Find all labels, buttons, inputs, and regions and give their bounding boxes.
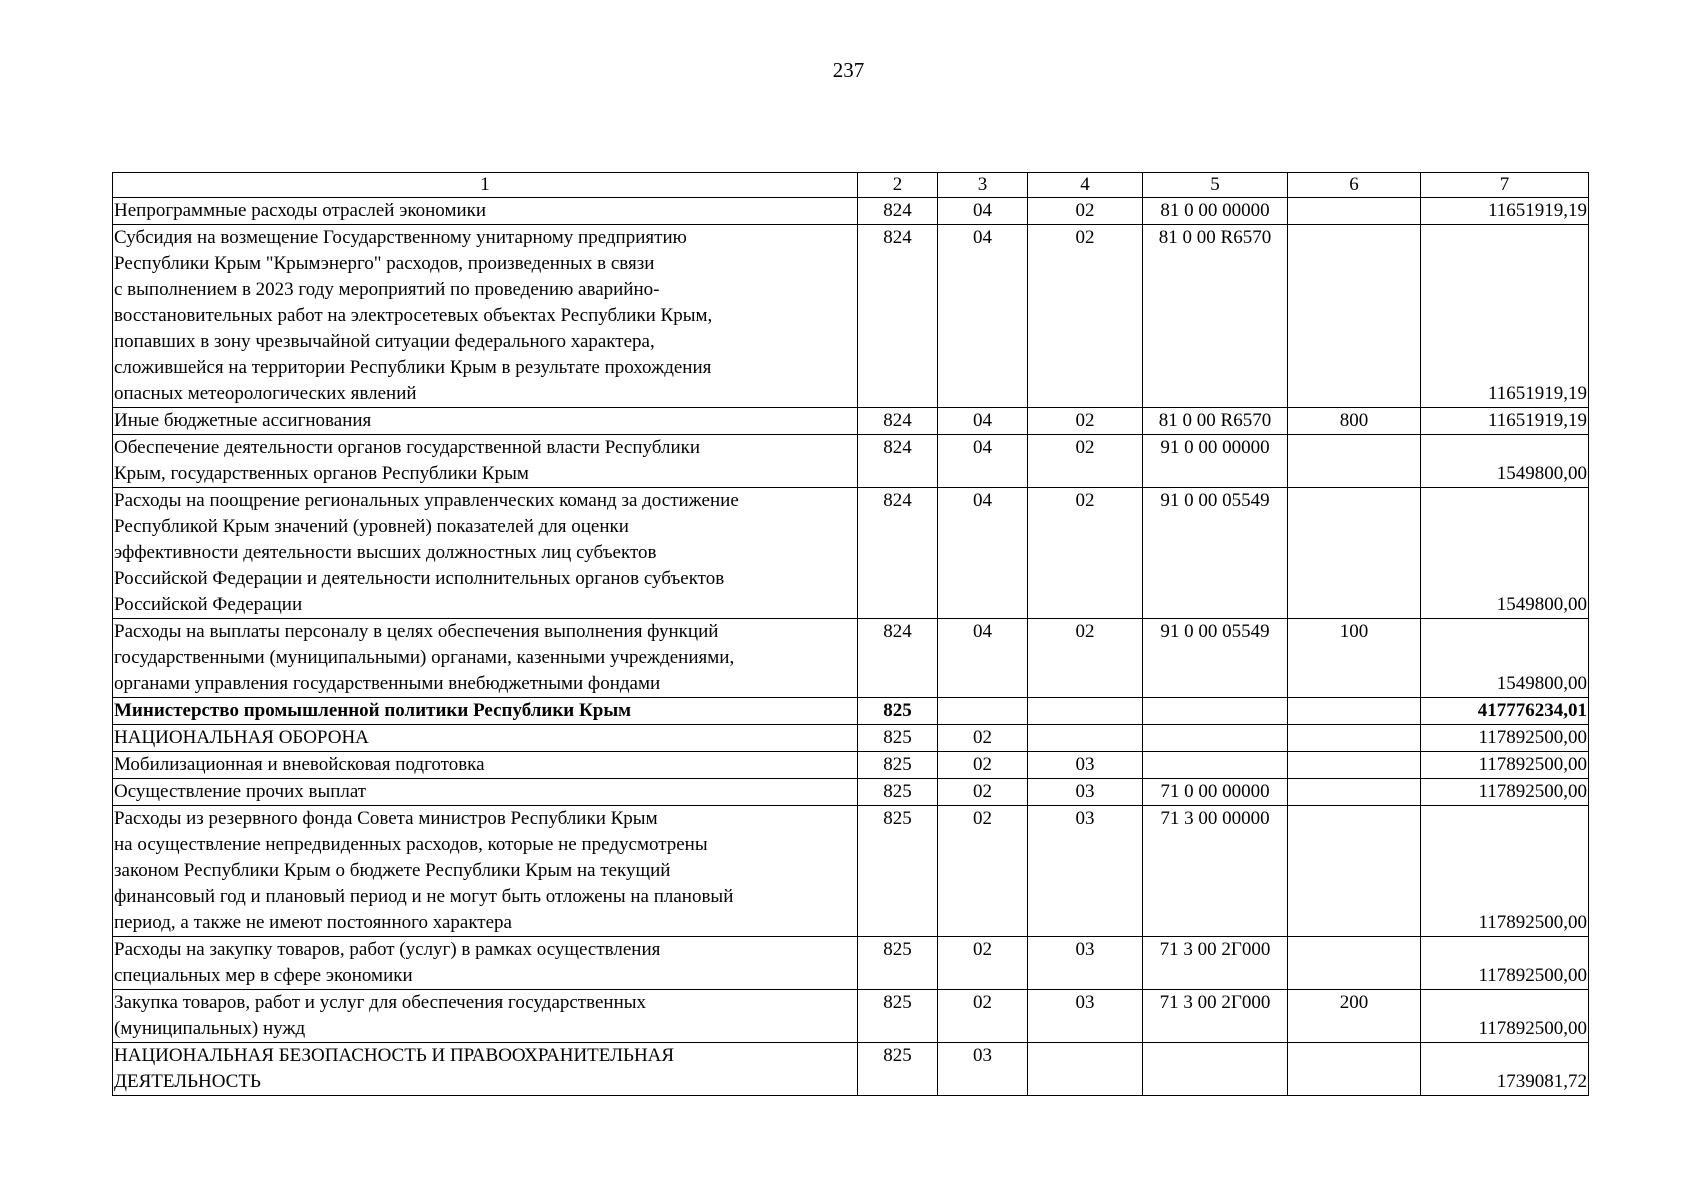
- cell-grbs-code: 824: [858, 408, 938, 435]
- cell-name: Субсидия на возмещение Государственному унитарному предприятию Республики Крым "Крымэнерго" расходов, произведенных в связи с выполнением в 2023 году мероприятий по проведению аварийно- восстановительных работ на электросетевых объектах Республики Крым, попавших в зону чрезвычайной ситуации федерального характера, сложившейся на территории Республики Крым в результате прохождения опасных метеорологических явлений: [113, 225, 858, 408]
- cell-amount: 417776234,01: [1421, 698, 1589, 725]
- cell-amount: 117892500,00: [1421, 806, 1589, 937]
- header-col-5: 5: [1143, 173, 1288, 198]
- cell-target-article: 71 3 00 00000: [1143, 806, 1288, 937]
- header-col-3: 3: [938, 173, 1028, 198]
- table-row: [113, 725, 1589, 752]
- cell-target-article: 91 0 00 05549: [1143, 619, 1288, 698]
- cell-target-article: 81 0 00 R6570: [1143, 408, 1288, 435]
- cell-grbs-code: 824: [858, 488, 938, 619]
- cell-target-article: 81 0 00 00000: [1143, 198, 1288, 225]
- cell-section-code: [938, 698, 1028, 725]
- cell-target-article: [1143, 725, 1288, 752]
- cell-expense-type: 800: [1288, 408, 1421, 435]
- cell-target-article: [1143, 752, 1288, 779]
- cell-subsection-code: 02: [1028, 408, 1143, 435]
- cell-target-article: [1143, 698, 1288, 725]
- cell-amount: 117892500,00: [1421, 752, 1589, 779]
- cell-name: Расходы на закупку товаров, работ (услуг) в рамках осуществления специальных мер в сфере экономики: [113, 937, 858, 990]
- cell-grbs-code: 824: [858, 435, 938, 488]
- cell-grbs-code: 824: [858, 225, 938, 408]
- table-row: [113, 198, 1589, 225]
- cell-name: Непрограммные расходы отраслей экономики: [113, 198, 858, 225]
- cell-section-code: 04: [938, 619, 1028, 698]
- cell-grbs-code: 825: [858, 1043, 938, 1096]
- cell-target-article: 91 0 00 00000: [1143, 435, 1288, 488]
- table-row: [113, 806, 1589, 937]
- cell-expense-type: [1288, 698, 1421, 725]
- cell-expense-type: [1288, 806, 1421, 937]
- cell-section-code: 03: [938, 1043, 1028, 1096]
- header-col-2: 2: [858, 173, 938, 198]
- header-col-6: 6: [1288, 173, 1421, 198]
- cell-subsection-code: 02: [1028, 225, 1143, 408]
- cell-amount: 1549800,00: [1421, 435, 1589, 488]
- cell-subsection-code: 02: [1028, 435, 1143, 488]
- cell-subsection-code: 03: [1028, 752, 1143, 779]
- cell-grbs-code: 825: [858, 779, 938, 806]
- cell-name: Расходы на выплаты персоналу в целях обеспечения выполнения функций государственными (муниципальными) органами, казенными учреждениями, органами управления государственными внебюджетными фондами: [113, 619, 858, 698]
- cell-name: НАЦИОНАЛЬНАЯ ОБОРОНА: [113, 725, 858, 752]
- cell-expense-type: [1288, 1043, 1421, 1096]
- cell-amount: 11651919,19: [1421, 225, 1589, 408]
- cell-expense-type: [1288, 225, 1421, 408]
- cell-amount: 1739081,72: [1421, 1043, 1589, 1096]
- cell-section-code: 04: [938, 435, 1028, 488]
- cell-section-code: 04: [938, 225, 1028, 408]
- cell-amount: 1549800,00: [1421, 488, 1589, 619]
- table-row: [113, 937, 1589, 990]
- cell-subsection-code: 02: [1028, 198, 1143, 225]
- cell-grbs-code: 825: [858, 806, 938, 937]
- cell-amount: 117892500,00: [1421, 990, 1589, 1043]
- cell-target-article: [1143, 1043, 1288, 1096]
- page-number: 237: [832, 58, 865, 82]
- cell-amount: 117892500,00: [1421, 937, 1589, 990]
- cell-expense-type: [1288, 725, 1421, 752]
- cell-expense-type: [1288, 198, 1421, 225]
- budget-table: [112, 172, 1589, 1096]
- table-row: [113, 408, 1589, 435]
- cell-expense-type: [1288, 752, 1421, 779]
- table-row: [113, 752, 1589, 779]
- cell-grbs-code: 824: [858, 619, 938, 698]
- cell-name: Расходы из резервного фонда Совета министров Республики Крым на осуществление непредвиденных расходов, которые не предусмотрены законом Республики Крым о бюджете Республики Крым на текущий финансовый год и плановый период и не могут быть отложены на плановый период, а также не имеют постоянного характера: [113, 806, 858, 937]
- table-row: [113, 619, 1589, 698]
- table-row: [113, 435, 1589, 488]
- table-row: [113, 488, 1589, 619]
- cell-grbs-code: 825: [858, 937, 938, 990]
- cell-expense-type: 100: [1288, 619, 1421, 698]
- cell-expense-type: [1288, 488, 1421, 619]
- table-row: [113, 1043, 1589, 1096]
- cell-name: Осуществление прочих выплат: [113, 779, 858, 806]
- cell-amount: 11651919,19: [1421, 408, 1589, 435]
- cell-subsection-code: 03: [1028, 990, 1143, 1043]
- cell-section-code: 02: [938, 779, 1028, 806]
- table-row: [113, 990, 1589, 1043]
- header-col-7: 7: [1421, 173, 1589, 198]
- cell-subsection-code: 03: [1028, 779, 1143, 806]
- table-header-row: [113, 173, 1589, 198]
- cell-expense-type: 200: [1288, 990, 1421, 1043]
- cell-grbs-code: 824: [858, 198, 938, 225]
- cell-expense-type: [1288, 937, 1421, 990]
- table-row: [113, 779, 1589, 806]
- table-row: [113, 698, 1589, 725]
- cell-subsection-code: 03: [1028, 806, 1143, 937]
- cell-section-code: 02: [938, 806, 1028, 937]
- header-col-1: 1: [113, 173, 858, 198]
- cell-target-article: 91 0 00 05549: [1143, 488, 1288, 619]
- cell-section-code: 02: [938, 990, 1028, 1043]
- cell-target-article: 71 3 00 2Г000: [1143, 990, 1288, 1043]
- cell-subsection-code: 03: [1028, 937, 1143, 990]
- cell-target-article: 71 3 00 2Г000: [1143, 937, 1288, 990]
- cell-amount: 117892500,00: [1421, 725, 1589, 752]
- cell-section-code: 04: [938, 488, 1028, 619]
- table-row: [113, 225, 1589, 408]
- cell-amount: 1549800,00: [1421, 619, 1589, 698]
- cell-expense-type: [1288, 435, 1421, 488]
- cell-name: Иные бюджетные ассигнования: [113, 408, 858, 435]
- cell-name: Закупка товаров, работ и услуг для обеспечения государственных (муниципальных) нужд: [113, 990, 858, 1043]
- cell-name: Обеспечение деятельности органов государственной власти Республики Крым, государственных органов Республики Крым: [113, 435, 858, 488]
- cell-subsection-code: [1028, 698, 1143, 725]
- cell-name: Министерство промышленной политики Республики Крым: [113, 698, 858, 725]
- cell-amount: 11651919,19: [1421, 198, 1589, 225]
- header-col-4: 4: [1028, 173, 1143, 198]
- cell-grbs-code: 825: [858, 725, 938, 752]
- cell-name: Расходы на поощрение региональных управленческих команд за достижение Республикой Крым значений (уровней) показателей для оценки эффективности деятельности высших должностных лиц субъектов Российской Федерации и деятельности исполнительных органов субъектов Российской Федерации: [113, 488, 858, 619]
- cell-subsection-code: 02: [1028, 488, 1143, 619]
- cell-subsection-code: [1028, 1043, 1143, 1096]
- cell-name: НАЦИОНАЛЬНАЯ БЕЗОПАСНОСТЬ И ПРАВООХРАНИТЕЛЬНАЯ ДЕЯТЕЛЬНОСТЬ: [113, 1043, 858, 1096]
- cell-grbs-code: 825: [858, 698, 938, 725]
- cell-grbs-code: 825: [858, 752, 938, 779]
- cell-name: Мобилизационная и вневойсковая подготовка: [113, 752, 858, 779]
- cell-section-code: 04: [938, 198, 1028, 225]
- cell-target-article: 81 0 00 R6570: [1143, 225, 1288, 408]
- cell-target-article: 71 0 00 00000: [1143, 779, 1288, 806]
- cell-section-code: 02: [938, 937, 1028, 990]
- cell-section-code: 02: [938, 752, 1028, 779]
- cell-grbs-code: 825: [858, 990, 938, 1043]
- cell-section-code: 04: [938, 408, 1028, 435]
- cell-section-code: 02: [938, 725, 1028, 752]
- cell-subsection-code: [1028, 725, 1143, 752]
- cell-subsection-code: 02: [1028, 619, 1143, 698]
- cell-amount: 117892500,00: [1421, 779, 1589, 806]
- cell-expense-type: [1288, 779, 1421, 806]
